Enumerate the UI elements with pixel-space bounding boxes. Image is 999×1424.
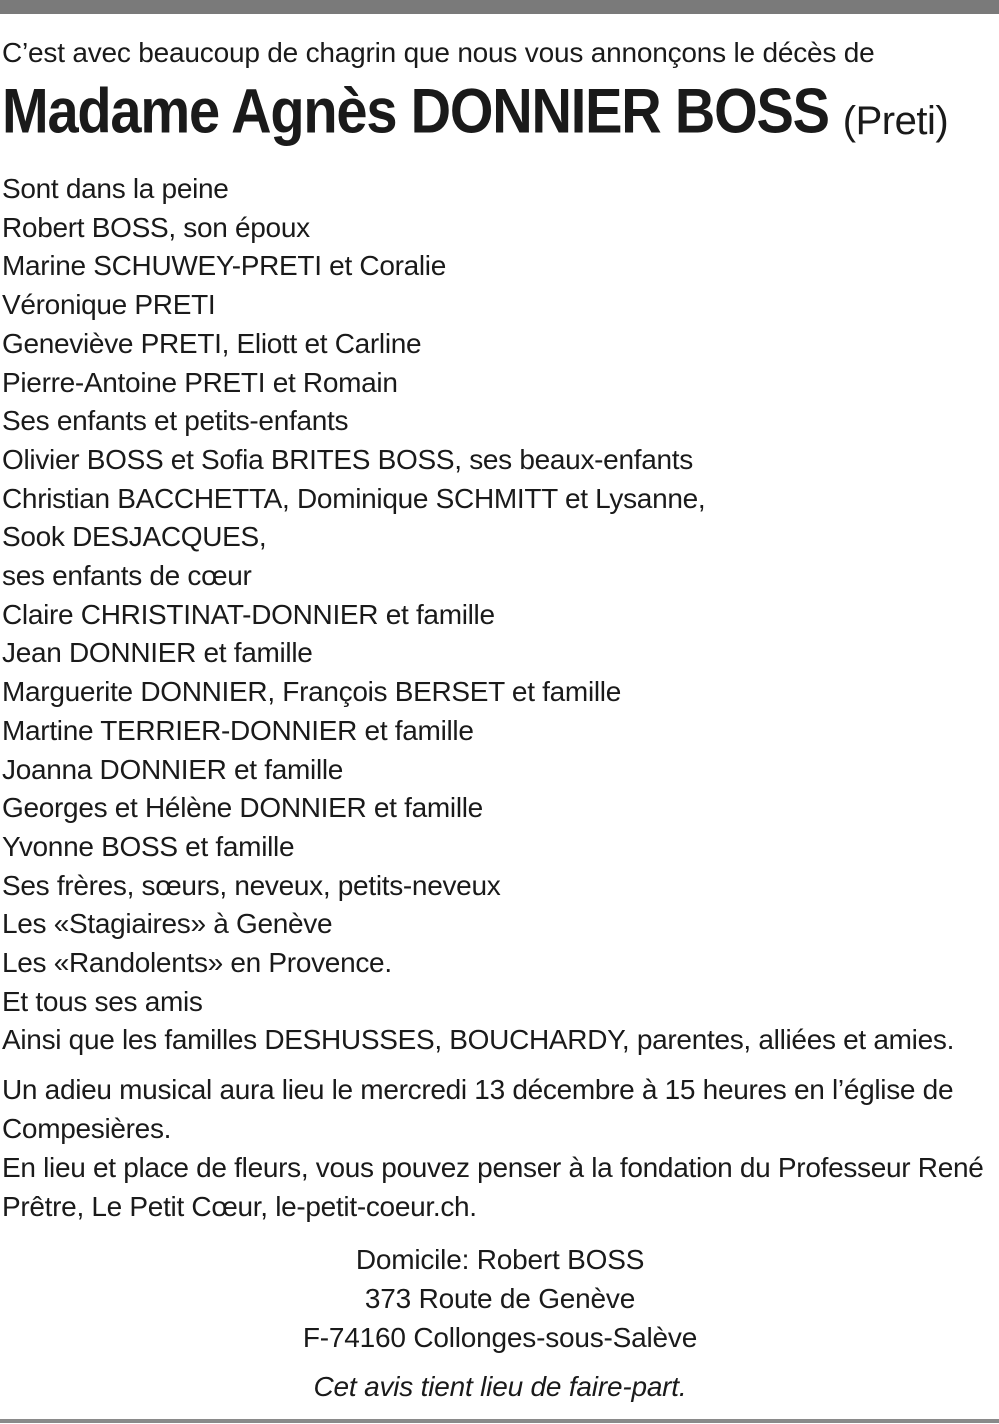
address-line-2: 373 Route de Genève <box>364 1283 636 1315</box>
mourner-line: Claire CHRISTINAT-DONNIER et famille <box>2 598 495 630</box>
mourner-line: Les «Stagiaires» à Genève <box>2 908 333 940</box>
mourner-line: Pierre-Antoine PRETI et Romain <box>2 366 398 398</box>
mourner-line: Olivier BOSS et Sofia BRITES BOSS, ses beaux-enfants <box>2 443 693 475</box>
bottom-divider <box>0 1419 999 1423</box>
mourner-line: Sook DESJACQUES, <box>2 521 267 553</box>
address-line-1: Domicile: Robert BOSS <box>355 1244 645 1276</box>
mourner-line: Jean DONNIER et famille <box>2 637 313 669</box>
mourner-line: Yvonne BOSS et famille <box>2 830 295 862</box>
mourner-line: Ainsi que les familles DESHUSSES, BOUCHARDY, parentes, alliées et amies. <box>2 1024 955 1056</box>
deceased-name-heading <box>2 75 998 162</box>
mourner-line: Marine SCHUWEY-PRETI et Coralie <box>2 250 447 282</box>
mourner-line: Robert BOSS, son époux <box>2 211 310 243</box>
ceremony-details <box>2 1070 998 1226</box>
mourner-line: ses enfants de cœur <box>2 560 252 592</box>
deceased-maiden-name: (Preti) <box>842 99 949 143</box>
mourner-line: Et tous ses amis <box>2 985 203 1017</box>
domicile-address <box>2 1240 998 1357</box>
mourner-line: Marguerite DONNIER, François BERSET et famille <box>2 676 621 708</box>
mourner-line: Les «Randolents» en Provence. <box>2 947 392 979</box>
ceremony-text: Un adieu musical aura lieu le mercredi 13 décembre à 15 heures en l’église de Compesières. <box>2 1074 954 1145</box>
mourner-line: Christian BACCHETTA, Dominique SCHMITT et Lysanne, <box>2 482 706 514</box>
mourner-line: Véronique PRETI <box>2 289 216 321</box>
mourner-line: Geneviève PRETI, Eliott et Carline <box>2 327 422 359</box>
intro-text: C’est avec beaucoup de chagrin que nous vous annonçons le décès de <box>2 37 875 68</box>
mourners-list <box>2 170 998 1060</box>
top-divider <box>0 0 999 14</box>
notice-footer-note: Cet avis tient lieu de faire-part. <box>313 1371 687 1403</box>
mourner-line: Ses frères, sœurs, neveux, petits-neveux <box>2 869 501 901</box>
mourner-line: Ses enfants et petits-enfants <box>2 405 349 437</box>
address-line-3: F-74160 Collonges-sous-Salève <box>302 1322 698 1354</box>
obituary-notice <box>2 34 998 1406</box>
mourner-line: Martine TERRIER-DONNIER et famille <box>2 714 474 746</box>
mourner-line: Georges et Hélène DONNIER et famille <box>2 792 483 824</box>
mourner-line: Joanna DONNIER et famille <box>2 753 344 785</box>
donation-text: En lieu et place de fleurs, vous pouvez penser à la fondation du Professeur René Prêtre, Le Petit Cœur, le-petit-coeur.ch. <box>2 1152 984 1223</box>
deceased-name: Madame Agnès DONNIER BOSS <box>2 75 829 146</box>
mourner-line: Sont dans la peine <box>2 173 229 204</box>
